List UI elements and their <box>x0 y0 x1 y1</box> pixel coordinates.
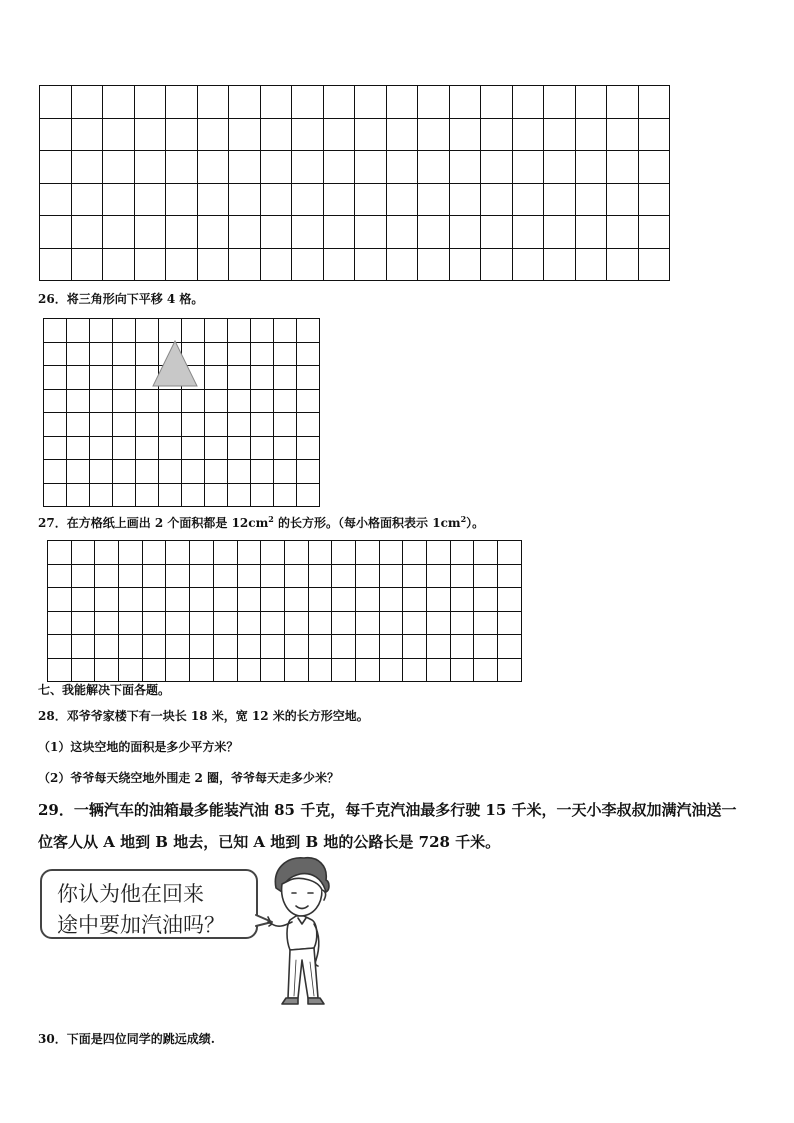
speech-bubble-line-2: 途中要加汽油吗？ <box>57 913 225 937</box>
q27-sup-2: 2 <box>460 514 467 524</box>
boy-shirt <box>287 916 317 950</box>
section-7-heading: 七、我能解决下面各题。 <box>38 683 171 697</box>
q29-line-2: 位客人从 A 地到 B 地去，已知 A 地到 B 地的公路长是 728 千米。 <box>38 833 501 851</box>
q27-text-b: 的长方形。（每小格面积表示 1cm <box>273 516 461 530</box>
boy-left-shoe <box>282 998 298 1004</box>
q27-sup-1: 2 <box>268 514 274 524</box>
boy-right-shoe <box>308 998 324 1004</box>
q28-part-1: （1）这块空地的面积是多少平方米？ <box>38 740 239 754</box>
q30-text: 30．下面是四位同学的跳远成绩. <box>38 1032 215 1046</box>
q27-text-c: ）。 <box>466 516 485 530</box>
q29-line-1: 29．一辆汽车的油箱最多能装汽油 85 千克，每千克汽油最多行驶 15 千米，一天小李叔叔加满汽油送一 <box>38 801 737 819</box>
q26-text: 26．将三角形向下平移 4 格。 <box>38 292 204 306</box>
q28-stem: 28．邓爷爷家楼下有一块长 18 米，宽 12 米的长方形空地。 <box>38 709 369 723</box>
speech-bubble-line-1: 你认为他在回来 <box>57 882 204 906</box>
q27-text-a: 27．在方格纸上画出 2 个面积都是 12cm <box>38 516 269 530</box>
boy-face <box>282 878 322 916</box>
q28-part-2: （2）爷爷每天绕空地外围走 2 圈，爷爷每天走多少米？ <box>38 771 340 785</box>
